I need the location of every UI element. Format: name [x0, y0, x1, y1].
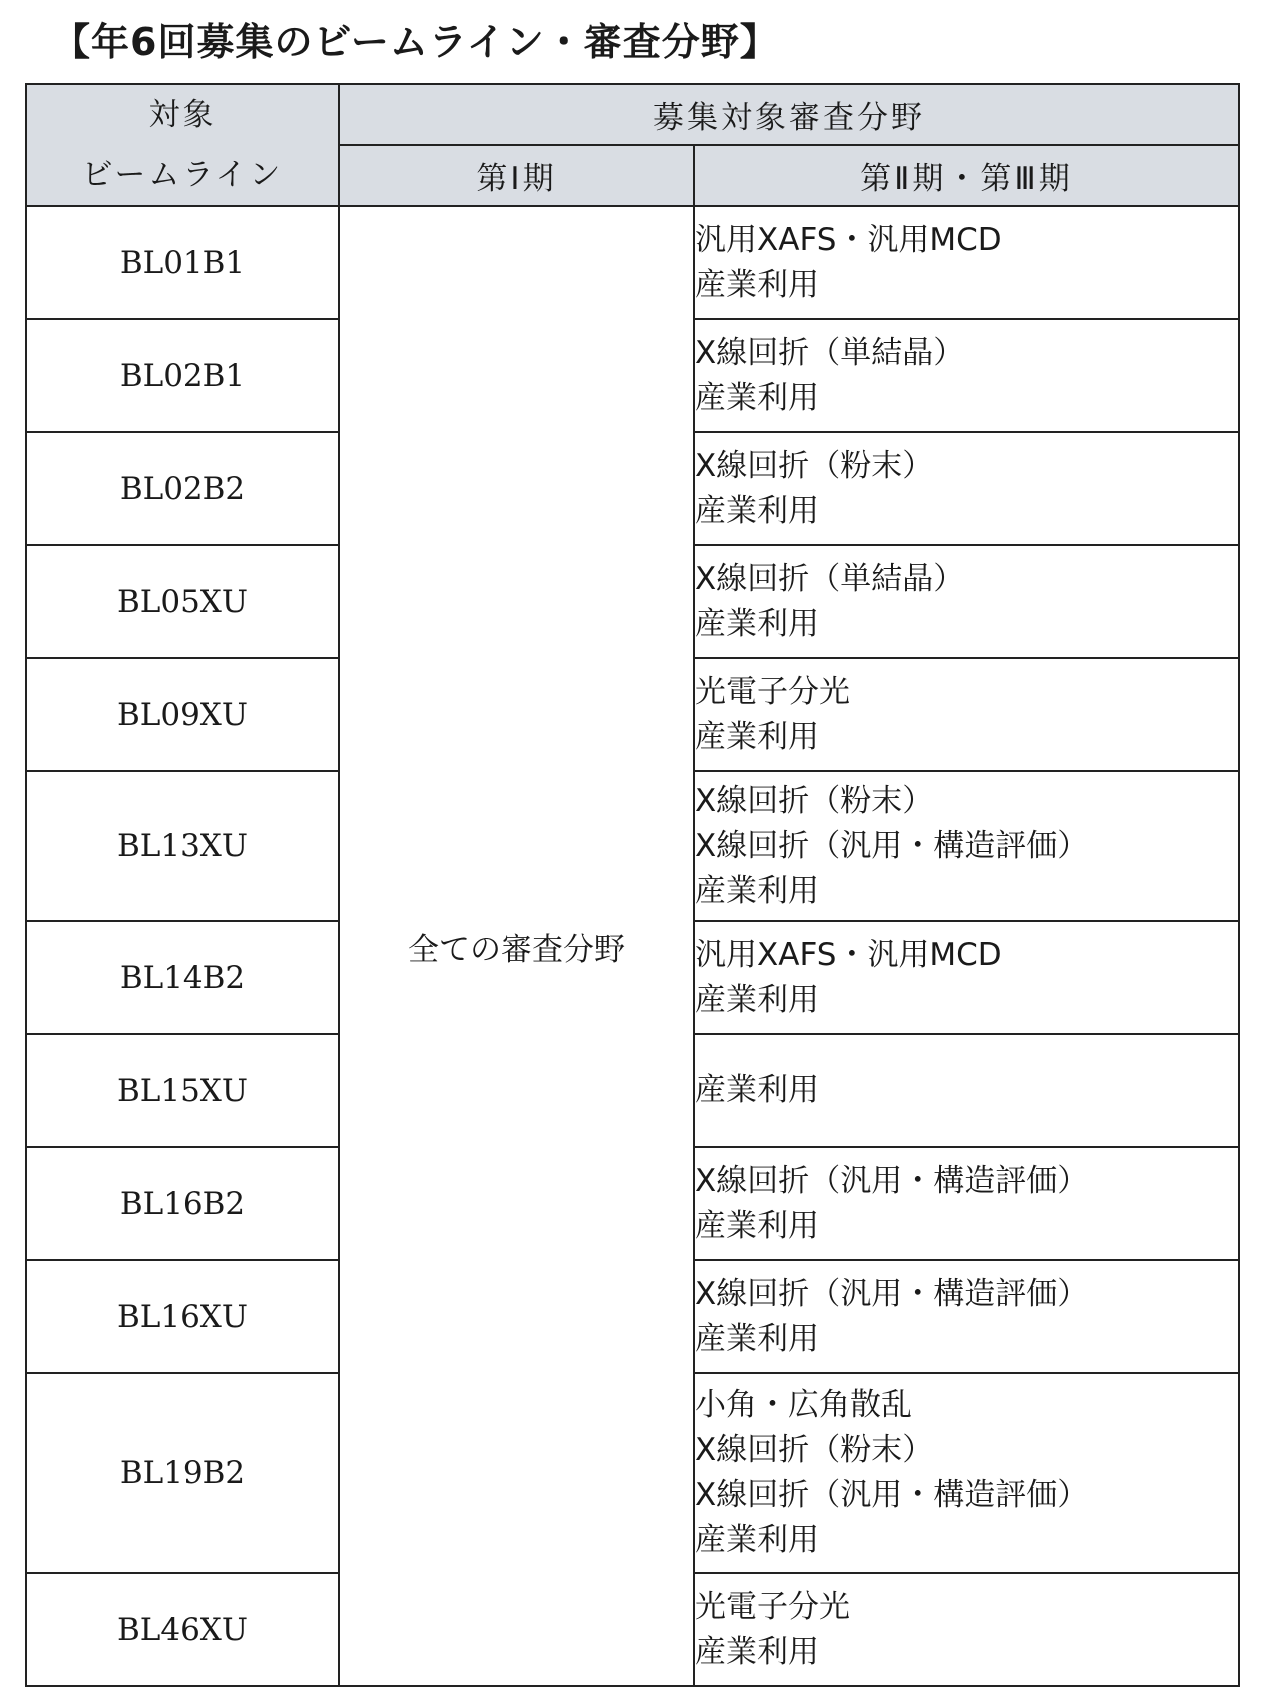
field-item: 産業利用	[695, 1072, 819, 1108]
period23-fields-cell	[694, 771, 1239, 921]
field-item: 産業利用	[695, 1522, 819, 1558]
field-item: 汎用XAFS・汎用MCD	[695, 221, 1002, 258]
period1-all-fields-cell: 全ての審査分野	[339, 206, 694, 1686]
period23-fields-cell	[694, 1034, 1239, 1147]
header-target-line1: 対象	[148, 97, 217, 133]
header-period23: 第Ⅱ期・第Ⅲ期	[694, 145, 1239, 206]
field-item: 産業利用	[695, 1633, 819, 1670]
field-item: 産業利用	[695, 872, 819, 909]
field-item: X線回折（単結晶）	[695, 334, 965, 371]
period23-fields-cell	[694, 1573, 1239, 1686]
field-item: 産業利用	[695, 492, 819, 529]
beamline-cell: BL05XU	[26, 545, 339, 658]
table-body	[26, 206, 1239, 1686]
header-fields-group: 募集対象審査分野	[339, 84, 1239, 145]
beamline-cell: BL19B2	[26, 1373, 339, 1573]
field-item: 産業利用	[695, 379, 819, 416]
period23-fields-cell	[694, 545, 1239, 658]
beamline-cell: BL02B1	[26, 319, 339, 432]
field-item: X線回折（粉末）	[695, 447, 934, 484]
table-row	[26, 206, 1239, 319]
beamline-cell: BL16B2	[26, 1147, 339, 1260]
field-item: 産業利用	[695, 266, 819, 303]
field-item: X線回折（汎用・構造評価）	[695, 1477, 1089, 1513]
period23-fields-cell	[694, 1260, 1239, 1373]
period23-fields-cell	[694, 319, 1239, 432]
beamline-cell: BL01B1	[26, 206, 339, 319]
field-item: X線回折（汎用・構造評価）	[695, 827, 1089, 864]
field-item: 産業利用	[695, 605, 819, 642]
period23-fields-cell	[694, 1147, 1239, 1260]
beamline-cell: BL09XU	[26, 658, 339, 771]
header-target-line2: ビームライン	[81, 157, 284, 193]
field-item: 産業利用	[695, 1320, 819, 1357]
period23-fields-cell	[694, 921, 1239, 1034]
beamline-cell: BL14B2	[26, 921, 339, 1034]
field-item: X線回折（汎用・構造評価）	[695, 1275, 1089, 1312]
beamline-cell: BL46XU	[26, 1573, 339, 1686]
field-item: 産業利用	[695, 1207, 819, 1244]
field-item: 光電子分光	[695, 673, 850, 710]
header-period1: 第Ⅰ期	[339, 145, 694, 206]
period23-fields-cell	[694, 206, 1239, 319]
beamline-table	[25, 83, 1240, 1687]
beamline-cell: BL15XU	[26, 1034, 339, 1147]
field-item: X線回折（単結晶）	[695, 560, 965, 597]
field-item: 産業利用	[695, 718, 819, 755]
page-title: 【年6回募集のビームライン・審査分野】	[52, 20, 779, 64]
field-item: 汎用XAFS・汎用MCD	[695, 936, 1002, 973]
field-item: 光電子分光	[695, 1588, 850, 1625]
header-target-beamline	[26, 84, 339, 206]
field-item: 小角・広角散乱	[695, 1387, 912, 1423]
period23-fields-cell	[694, 432, 1239, 545]
period23-fields-cell	[694, 658, 1239, 771]
field-item: X線回折（粉末）	[695, 1432, 934, 1468]
field-item: X線回折（汎用・構造評価）	[695, 1162, 1089, 1199]
beamline-cell: BL13XU	[26, 771, 339, 921]
field-item: 産業利用	[695, 981, 819, 1018]
beamline-cell: BL16XU	[26, 1260, 339, 1373]
beamline-cell: BL02B2	[26, 432, 339, 545]
field-item: X線回折（粉末）	[695, 782, 934, 819]
period23-fields-cell	[694, 1373, 1239, 1573]
